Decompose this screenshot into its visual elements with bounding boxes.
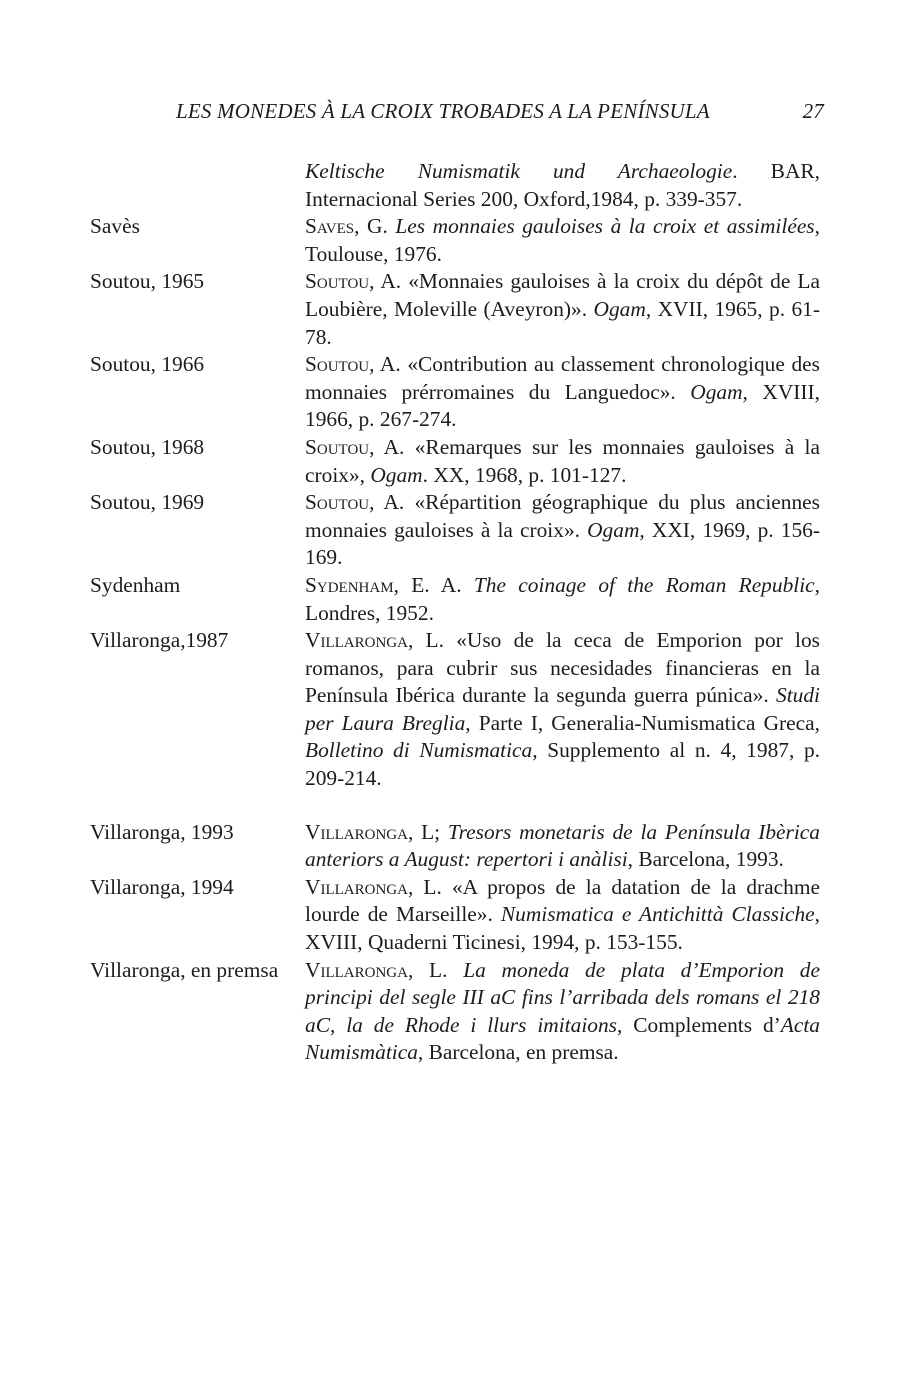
title-italic: La moneda de plata d’Emporion de principi del segle III aC fins l’arribada dels romans el 218 aC, la de Rhode i llurs imitaions [305,957,820,1037]
author-name: Villaronga [305,819,408,844]
running-title: LES MONEDES À LA CROIX TROBADES A LA PENÍNSULA [176,99,710,123]
ref-text: . BAR, Internacional Series 200, Oxford,1984, p. 339-357. [305,159,821,211]
author-name: Soutou [305,352,370,377]
bib-entry-key: Sydenham [90,572,181,597]
ref-text: , Barcelona, en premsa. [417,1040,619,1065]
bib-entry-reference [305,627,820,793]
author-name: Villaronga [305,957,408,982]
ref-text: , Toulouse, 1976. [305,214,820,266]
ref-text: , A. «Remarques sur les monnaies gauloises à la croix», [305,434,820,487]
ref-text: , Complements d’ [616,1012,781,1037]
author-name: Villaronga [305,628,408,653]
ref-text: , L. «Uso de la ceca de Emporion por los romanos, para cubrir sus necesidades financieras en la Península Ibérica durante la segunda guerra púnica». [305,628,820,708]
title-italic: Ogam [370,462,423,487]
ref-text: , Parte I, Generalia-Numismatica Greca, [465,710,820,735]
bib-entry-reference [305,489,820,572]
title-italic: Bolletino di Numismatica [305,738,533,763]
ref-text: , A. «Monnaies gauloises à la croix du dépôt de La Loubière, Moleville (Aveyron)». [305,269,820,321]
title-italic: Studi per Laura Breglia [305,683,820,735]
bib-entry-reference [305,351,820,434]
bib-entry-key: Soutou, 1966 [90,352,205,377]
ref-text: , Supplemento al n. 4, 1987, p. 209-214. [305,738,820,791]
bib-entry-key: Soutou, 1968 [90,434,205,459]
bib-entry [90,213,820,268]
bib-entry [90,158,820,213]
title-italic: Ogam [690,379,743,404]
bibliography-list [90,158,820,1067]
ref-text: , XVII, 1965, p. 61-78. [305,296,820,349]
ref-text: , E. A. [393,572,474,597]
author-name: Soutou [305,269,370,294]
title-italic: Ogam [587,517,640,542]
bib-entry-reference [305,874,820,957]
bib-entry [90,489,820,572]
bib-entry-reference [305,572,820,627]
ref-text: , A. «Répartition géographique du plus anciennes monnaies gauloises à la croix». [305,490,820,542]
bib-entry-key: Villaronga, 1993 [90,819,234,844]
bib-entry-reference [305,268,820,351]
ref-text: , Barcelona, 1993. [627,847,784,872]
bib-entry-key: Savès [90,214,140,239]
ref-text: . XX, 1968, p. 101-127. [422,462,627,487]
author-name: Soutou [305,434,370,459]
bib-entry-key: Soutou, 1965 [90,269,205,294]
ref-text: , A. «Contribution au classement chronologique des monnaies prérromaines du Languedoc». [305,352,820,404]
bib-entry [90,819,820,874]
ref-text: , L. [407,957,464,982]
page-number: 27 [802,99,824,123]
bib-entry [90,268,820,351]
title-italic: Numismatica e Antichittà Classiche [500,902,815,927]
bib-entry [90,572,820,627]
title-italic: Acta Numismàtica [305,1012,820,1065]
author-name: Villaronga [305,874,408,899]
title-italic: Tresors monetaris de la Península Ibèrica anteriors a August: repertori i anàlisi [305,819,820,872]
bib-entry-reference [305,957,820,1067]
bib-entry-key: Villaronga, en premsa [90,957,279,982]
bib-entry [90,351,820,434]
title-italic: Les monnaies gauloises à la croix et assimilées [395,214,815,239]
ref-text: , Londres, 1952. [305,572,821,625]
author-name: Saves [305,214,355,239]
ref-text: , XXI, 1969, p. 156-169. [305,517,820,570]
bib-entry [90,627,820,793]
bib-entry-reference [305,819,820,874]
bib-entry-reference [305,213,820,268]
running-header [176,99,824,133]
ref-text: , XVIII, Quaderni Ticinesi, 1994, p. 153-155. [305,902,820,955]
ref-text: , L. «A propos de la datation de la drachme lourde de Marseille». [305,874,820,927]
ref-text: , XVIII, 1966, p. 267-274. [305,379,820,432]
ref-text: , L; [407,819,448,844]
ref-text: , G. [354,214,396,239]
bib-entry-reference [305,434,820,489]
author-name: Sydenham [305,572,394,597]
title-italic: The coinage of the Roman Republic [473,572,815,597]
author-name: Soutou [305,490,370,515]
bib-entry [90,434,820,489]
bib-entry-key: Soutou, 1969 [90,490,205,515]
bib-entry-key: Villaronga, 1994 [90,874,234,899]
title-italic: Ogam [593,296,646,321]
bib-entry [90,874,820,957]
bib-entry-key: Villaronga,1987 [90,628,229,653]
bib-entry [90,957,820,1067]
title-italic: Keltische Numismatik und Archaeologie [305,159,733,183]
bib-entry-reference [305,158,820,213]
